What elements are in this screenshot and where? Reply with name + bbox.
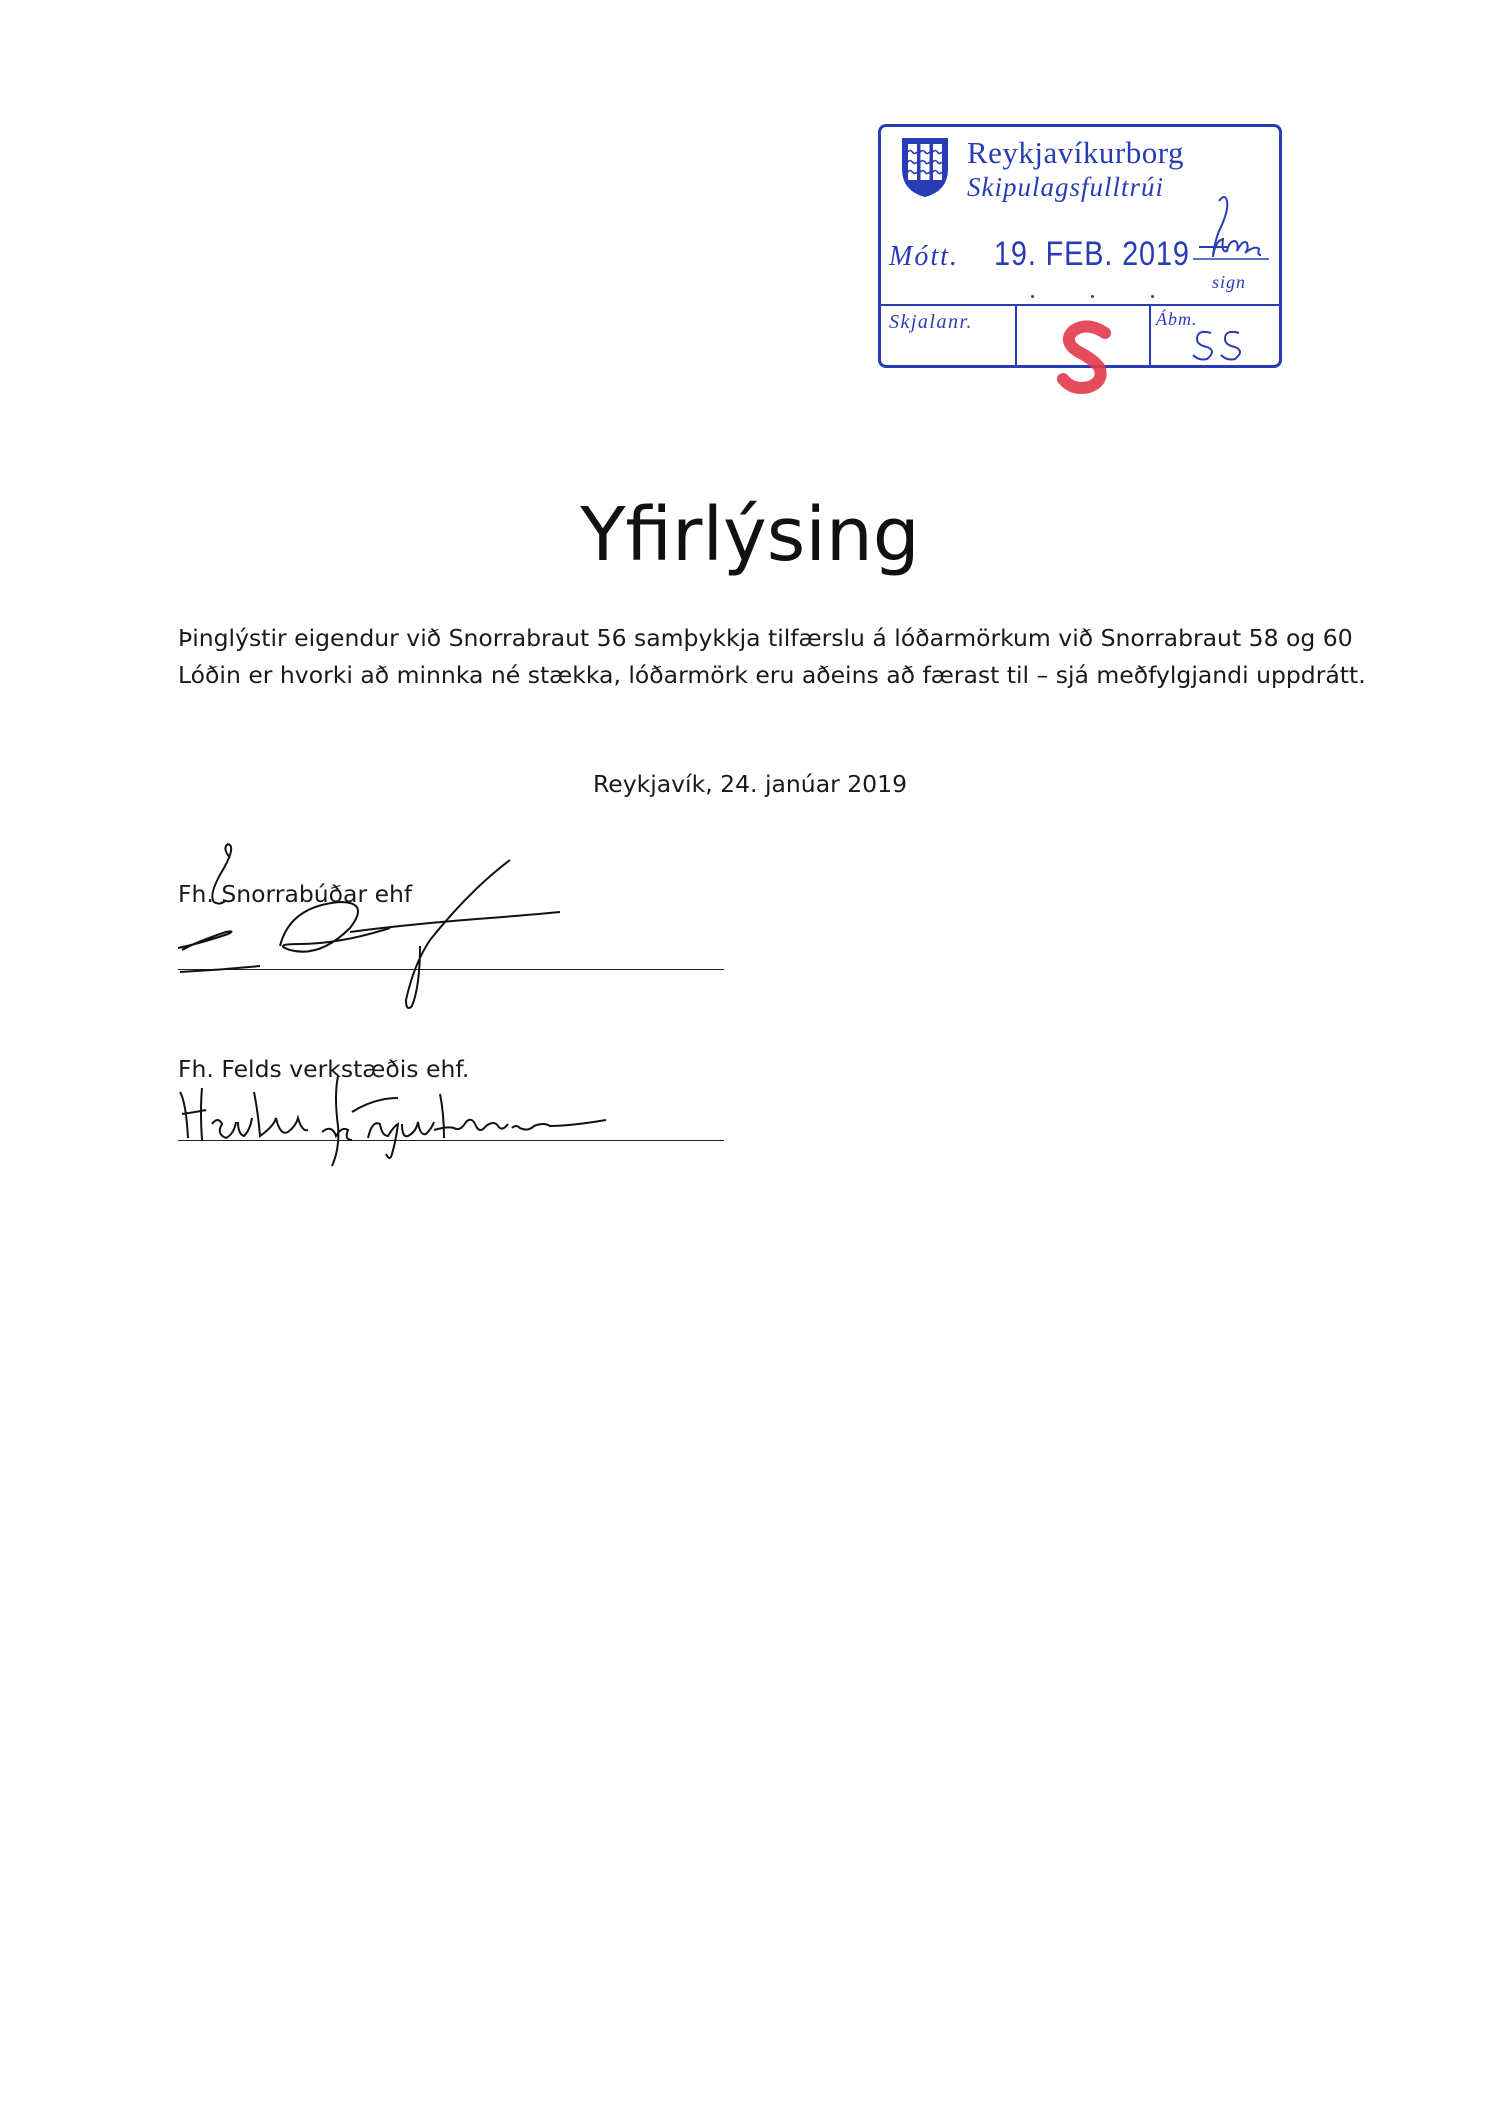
stamp-divider — [1015, 304, 1017, 365]
stamp-received-label: Mótt. — [889, 241, 959, 272]
stamp-document-no-label: Skjalanr. — [889, 311, 974, 333]
document-title: Yfirlýsing — [580, 492, 920, 578]
stamp-initials-handwriting — [1193, 195, 1273, 275]
handwritten-signature — [172, 1052, 622, 1182]
received-stamp — [878, 124, 1282, 368]
stamp-divider — [881, 304, 1279, 306]
red-priority-mark — [1055, 321, 1119, 397]
city-crest-icon — [899, 135, 951, 199]
body-line: Þinglýstir eigendur við Snorrabraut 56 samþykkja tilfærslu á lóðarmörkum við Snorrabraut 58 og 60 — [178, 624, 1353, 652]
stamp-responsible-initials — [1191, 327, 1247, 363]
stamp-sign-label: sign — [1212, 272, 1247, 292]
stamp-received-date: 19. FEB. 2019 — [994, 235, 1190, 273]
stamp-divider — [1149, 304, 1151, 365]
stamp-responsible-label: Ábm. — [1156, 309, 1198, 329]
signatory-label: Fh. Felds verkstæðis ehf. — [178, 1055, 470, 1083]
signatory-label: Fh. Snorrabúðar ehf — [178, 880, 413, 908]
stamp-organization: Reykjavíkurborg — [967, 135, 1185, 170]
body-line: Lóðin er hvorki að minnka né stækka, lóðarmörk eru aðeins að færast til – sjá meðfylgjandi uppdrátt. — [178, 661, 1366, 689]
stamp-department: Skipulagsfulltrúi — [967, 172, 1165, 202]
handwritten-signature — [170, 840, 570, 1010]
place-date: Reykjavík, 24. janúar 2019 — [592, 770, 908, 798]
